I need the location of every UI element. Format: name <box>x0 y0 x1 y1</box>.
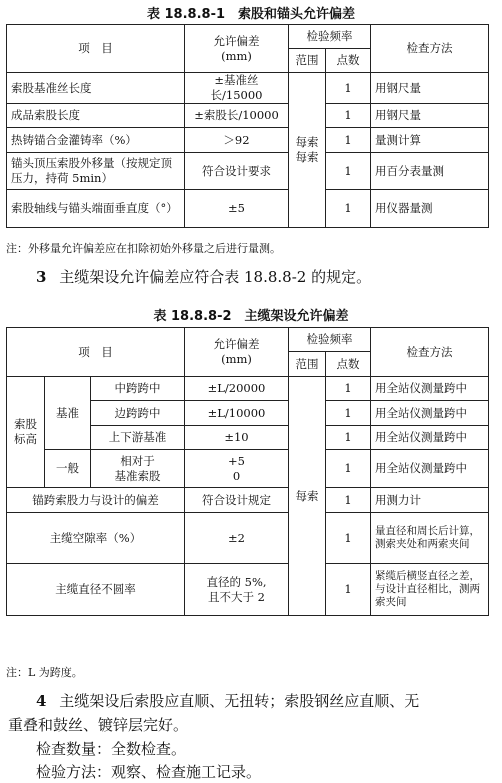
table2-cell-allow: ±L/20000 <box>185 377 289 401</box>
table2-cell-range: 每索 <box>289 377 326 616</box>
table1-cell-allow: ±基准丝长/15000 <box>185 73 289 104</box>
table2-header-item: 项 目 <box>7 328 185 377</box>
table1-header-count: 点数 <box>326 49 371 73</box>
table2-cell-count: 1 <box>326 513 371 564</box>
table2-cell-allow <box>185 564 289 616</box>
table1-range-line2: 每索 <box>295 150 319 164</box>
table1-cell-count: 1 <box>326 190 371 228</box>
table2-header-freq: 检验频率 <box>289 328 371 352</box>
check-quantity: 检查数量：全数检查。 <box>36 740 187 758</box>
table-row <box>7 450 489 488</box>
table-row <box>7 513 489 564</box>
table2-cell-method: 用全站仪测量跨中 <box>371 450 489 488</box>
table2-header-allow <box>185 328 289 377</box>
table1-cell-method: 用百分表量测 <box>371 153 489 190</box>
table1-cell-method: 量测计算 <box>371 128 489 153</box>
table2-cell-count: 1 <box>326 426 371 450</box>
table2-note: 注：L 为跨度。 <box>6 666 83 679</box>
clause-3-number: 3 <box>36 268 47 286</box>
table2-allow-line1: +5 <box>228 453 245 468</box>
table1-title: 表 18.8.8-1 索股和锚头允许偏差 <box>146 7 356 22</box>
table2-cell-allow: 符合设计规定 <box>185 488 289 513</box>
table2-cell-count: 1 <box>326 564 371 616</box>
table2-header-count: 点数 <box>326 352 371 377</box>
table2-cell-item: 锚跨索股力与设计的偏差 <box>7 488 185 513</box>
table1-cell-method: 用钢尺量 <box>371 104 489 128</box>
table2-header-allow-line1: 允许偏差 <box>213 337 260 351</box>
table-row <box>7 190 489 228</box>
table2-cell-allow: ±L/10000 <box>185 401 289 426</box>
table2-subgroup-general: 一般 <box>45 450 91 488</box>
table2-cell-item: 主缆空隙率（%） <box>7 513 185 564</box>
table2-cell-method: 用全站仪测量跨中 <box>371 426 489 450</box>
table1-cell-item: 索股轴线与锚头端面垂直度（°） <box>7 190 185 228</box>
clause-4 <box>36 690 419 711</box>
table2-cell-allow: ±10 <box>185 426 289 450</box>
table1 <box>6 24 489 228</box>
table-row <box>7 153 489 190</box>
table1-cell-allow: 符合设计要求 <box>185 153 289 190</box>
table1-header-allow-line2: (mm) <box>221 48 252 63</box>
table2-cell-method: 紧缆后横竖直径之差，与设计直径相比，测两索夹间 <box>371 564 489 616</box>
table1-header-allow <box>185 25 289 73</box>
table-row <box>7 488 489 513</box>
table2-item-line1: 相对于 <box>120 453 155 468</box>
table2-cell-count: 1 <box>326 401 371 426</box>
table2-cell-item: 中跨跨中 <box>91 377 185 401</box>
table1-cell-range <box>289 73 326 228</box>
table2-cell-method: 用全站仪测量跨中 <box>371 377 489 401</box>
table2-header-allow-line2: (mm) <box>221 352 252 366</box>
table-row <box>7 128 489 153</box>
table-row <box>7 104 489 128</box>
table2-title: 表 18.8.8-2 主缆架设允许偏差 <box>153 309 349 324</box>
table2-cell-item: 边跨跨中 <box>91 401 185 426</box>
table2 <box>6 327 489 616</box>
table2-cell-count: 1 <box>326 488 371 513</box>
table1-header-allow-line1: 允许偏差 <box>213 33 260 48</box>
table2-header-range: 范围 <box>289 352 326 377</box>
table-row <box>7 73 489 104</box>
table1-cell-count: 1 <box>326 73 371 104</box>
table2-header-method: 检查方法 <box>371 328 489 377</box>
table-row <box>7 564 489 616</box>
table2-group-line1: 索股 <box>14 417 37 431</box>
table2-cell-item: 上下游基准 <box>91 426 185 450</box>
table1-cell-method: 用钢尺量 <box>371 73 489 104</box>
table1-cell-count: 1 <box>326 104 371 128</box>
clause-4-number: 4 <box>36 692 47 710</box>
table2-cell-method: 用测力计 <box>371 488 489 513</box>
table1-cell-item: 锚头顶压索股外移量（按规定顶压力，持荷 5min） <box>7 153 185 190</box>
table1-header-freq: 检验频率 <box>289 25 371 49</box>
table2-cell-method: 量直径和周长后计算，测索夹处和两索夹间 <box>371 513 489 564</box>
clause-4-text-line1: 主缆架设后索股应直顺、无扭转；索股钢丝应直顺、无 <box>59 692 420 710</box>
table2-item-line2: 基准索股 <box>114 468 161 483</box>
table2-cell-count: 1 <box>326 377 371 401</box>
table1-cell-allow: ＞92 <box>185 128 289 153</box>
table2-group-cell <box>7 377 45 488</box>
table1-range-line1: 每索 <box>295 135 319 149</box>
table2-cell-allow: ±2 <box>185 513 289 564</box>
table2-allow-line1: 直径的 5%, <box>206 574 267 589</box>
table2-cell-item: 主缆直径不圆率 <box>7 564 185 616</box>
table2-allow-line2: 0 <box>232 468 241 483</box>
table1-cell-allow: ±索股长/10000 <box>185 104 289 128</box>
table1-note: 注：外移量允许偏差应在扣除初始外移量之后进行量测。 <box>6 242 281 255</box>
table2-cell-allow <box>185 450 289 488</box>
table1-cell-count: 1 <box>326 128 371 153</box>
table-row <box>7 377 489 401</box>
table1-header-range: 范围 <box>289 49 326 73</box>
table2-allow-line2: 且不大于 2 <box>208 589 265 604</box>
table2-cell-count: 1 <box>326 450 371 488</box>
table1-cell-allow: ±5 <box>185 190 289 228</box>
table1-cell-item: 热铸锚合金灌铸率（%） <box>7 128 185 153</box>
clause-4-text-line2: 重叠和鼓丝、镀锌层完好。 <box>8 716 189 734</box>
clause-3 <box>36 266 371 287</box>
table1-header-item: 项 目 <box>7 25 185 73</box>
table1-cell-count: 1 <box>326 153 371 190</box>
table1-cell-item: 索股基准丝长度 <box>7 73 185 104</box>
clause-3-text: 主缆架设允许偏差应符合表 18.8.8-2 的规定。 <box>59 268 372 286</box>
table2-cell-item <box>91 450 185 488</box>
table2-subgroup-base: 基准 <box>45 377 91 450</box>
table1-header-method: 检查方法 <box>371 25 489 73</box>
table2-cell-method: 用全站仪测量跨中 <box>371 401 489 426</box>
table1-cell-method: 用仪器量测 <box>371 190 489 228</box>
table2-group-line2: 标高 <box>14 432 37 446</box>
check-method: 检验方法：观察、检查施工记录。 <box>36 763 262 781</box>
table1-cell-item: 成品索股长度 <box>7 104 185 128</box>
